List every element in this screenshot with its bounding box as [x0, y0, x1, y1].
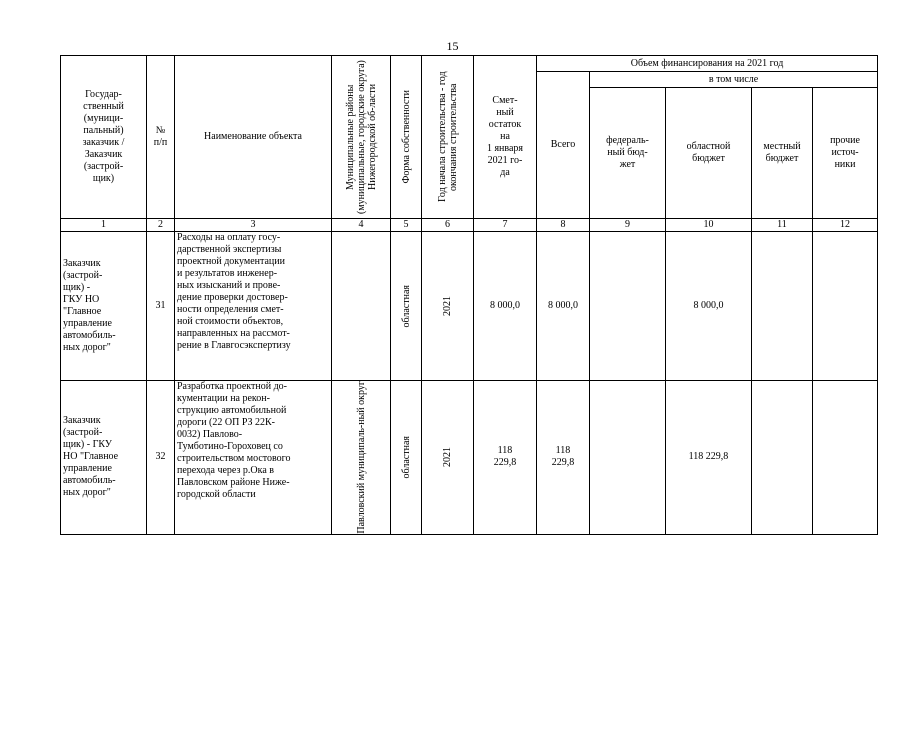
header-number: № п/п: [147, 56, 175, 219]
row-ownership: областная: [400, 436, 412, 479]
header-regional: областной бюджет: [666, 88, 752, 219]
column-number: 1: [61, 219, 147, 232]
column-number: 5: [391, 219, 422, 232]
column-number: 8: [537, 219, 590, 232]
row-ownership: областная: [400, 284, 412, 328]
row-district-cell: [332, 232, 391, 381]
row-estimated-balance: 8 000,0: [474, 232, 537, 381]
row-years: 2021: [442, 296, 453, 316]
header-years-cell: [422, 56, 474, 219]
row-years: 2021: [442, 447, 453, 468]
row-federal: [590, 381, 666, 535]
row-ownership-cell: [391, 381, 422, 535]
row-customer: Заказчик (застрой- щик) - ГКУ НО "Главное управление автомобиль- ных дорог": [61, 381, 147, 535]
header-row-1: [61, 56, 878, 72]
column-number: 11: [752, 219, 813, 232]
column-number: 3: [175, 219, 332, 232]
header-customer: Государ- ственный (муници- пальный) заказчик / Заказчик (застрой- щик): [61, 56, 147, 219]
row-other: [813, 232, 878, 381]
column-number: 10: [666, 219, 752, 232]
column-number: 2: [147, 219, 175, 232]
row-local: [752, 381, 813, 535]
row-federal: [590, 232, 666, 381]
page-number: 15: [446, 39, 459, 53]
row-district-cell: [332, 381, 391, 535]
header-ownership: Форма собственности: [400, 90, 412, 184]
header-local: местный бюджет: [752, 88, 813, 219]
row-regional: 8 000,0: [666, 232, 752, 381]
column-number: 12: [813, 219, 878, 232]
row-years-cell: [422, 232, 474, 381]
financing-table: [60, 55, 878, 535]
row-number: 31: [147, 232, 175, 381]
header-object-name: Наименование объекта: [175, 56, 332, 219]
row-ownership-cell: [391, 232, 422, 381]
header-total: Всего: [537, 72, 590, 219]
row-estimated-balance: 118 229,8: [474, 381, 537, 535]
header-districts-cell: [332, 56, 391, 219]
row-other: [813, 381, 878, 535]
row-regional: 118 229,8: [666, 381, 752, 535]
row-district: Павловский муниципаль-ный округ: [355, 381, 367, 534]
header-years: Год начала строительства - год окончания строительства: [436, 71, 459, 203]
column-number: 6: [422, 219, 474, 232]
table-row: [61, 232, 878, 381]
header-including: в том числе: [590, 72, 878, 88]
header-financing-title: Объем финансирования на 2021 год: [537, 56, 878, 72]
row-years-cell: [422, 381, 474, 535]
column-number: 7: [474, 219, 537, 232]
header-estimated-balance: Смет- ный остаток на 1 января 2021 го- да: [474, 56, 537, 219]
header-ownership-cell: [391, 56, 422, 219]
row-total: 118 229,8: [537, 381, 590, 535]
column-number-row: [61, 219, 878, 232]
row-local: [752, 232, 813, 381]
table-row: [61, 381, 878, 535]
row-customer: Заказчик (застрой- щик) - ГКУ НО "Главное управление автомобиль- ных дорог": [61, 232, 147, 381]
header-other: прочие источ- ники: [813, 88, 878, 219]
row-total: 8 000,0: [537, 232, 590, 381]
column-number: 9: [590, 219, 666, 232]
row-object-name: Расходы на оплату госу- дарственной экспертизы проектной документации и результатов инженер- ных изысканий и прове- дение проверки достовер- ности определения смет- ной стоимости объектов, направленных на рассмот- рение в Главгосэкспертизу: [175, 232, 332, 381]
row-object-name: Разработка проектной до- кументации на рекон- струкцию автомобильной дороги (22 ОП РЗ 22К- 0032) Павлово- Тумботино-Гороховец со строительством мостового перехода через р.Ока в Павловском районе Ниже- городской области: [175, 381, 332, 535]
header-federal: федераль- ный бюд- жет: [590, 88, 666, 219]
header-districts: Муниципальные районы (муниципальные, городские округа) Нижегородской об-ласти: [344, 60, 378, 214]
column-number: 4: [332, 219, 391, 232]
row-number: 32: [147, 381, 175, 535]
